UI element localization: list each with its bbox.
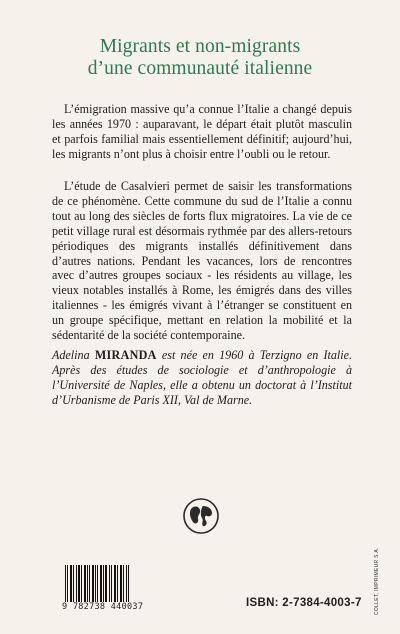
author-bio — [52, 348, 352, 408]
summary-paragraph-1: L’émigration massive qu’a connue l’Italie a changé depuis les années 1970 : auparavant, le départ était plutôt masculin et parfois familial mais essentiellement définitif; aujourd’hui, les migrants n’ont plus à choisir entre l’oubli ou le retour. — [52, 102, 352, 161]
barcode-digits: 9 782738 440037 — [62, 602, 144, 612]
title-line-2: d’une communauté italienne — [87, 58, 313, 79]
summary-paragraph-2: L’étude de Casalvieri permet de saisir les transformations de ce phénomène. Cette commune du sud de l’Italie a connu tout au long des siècles de forts flux migratoires. La vie de ce petit village rural est désormais rythmée par des allers-retours périodiques des migrants installés définitivement dans d’autres nations. Pendant les vacances, lors de rencontres avec d’autres groupes sociaux - les résidents au village, les vieux notables installés à Rome, les émigrés dans des villes italiennes - les émigrés vivant à l’étranger se constituent en un groupe spécifique, mettant en relation la mobilité et la sédentarité de la société contemporaine. — [52, 179, 352, 343]
title-line-1: Migrants et non-migrants — [99, 36, 301, 57]
isbn: ISBN: 2-7384-4003-7 — [246, 597, 362, 609]
book-title — [0, 36, 400, 80]
author-first-name: Adelina — [52, 348, 95, 362]
globe-logo-icon — [182, 497, 220, 535]
author-bio-text: est née en 1960 à Terzigno en Italie. Après des études de sociologie et d’anthropologie à l’Université de Naples, elle a obtenu un doctorat à l’Institut d’Urbanisme de Paris XII, Val de Marne. — [52, 348, 352, 407]
printer-credit: COLLET, IMPRIMEUR S.A. — [374, 547, 380, 615]
author-last-name: MIRANDA — [94, 348, 157, 362]
